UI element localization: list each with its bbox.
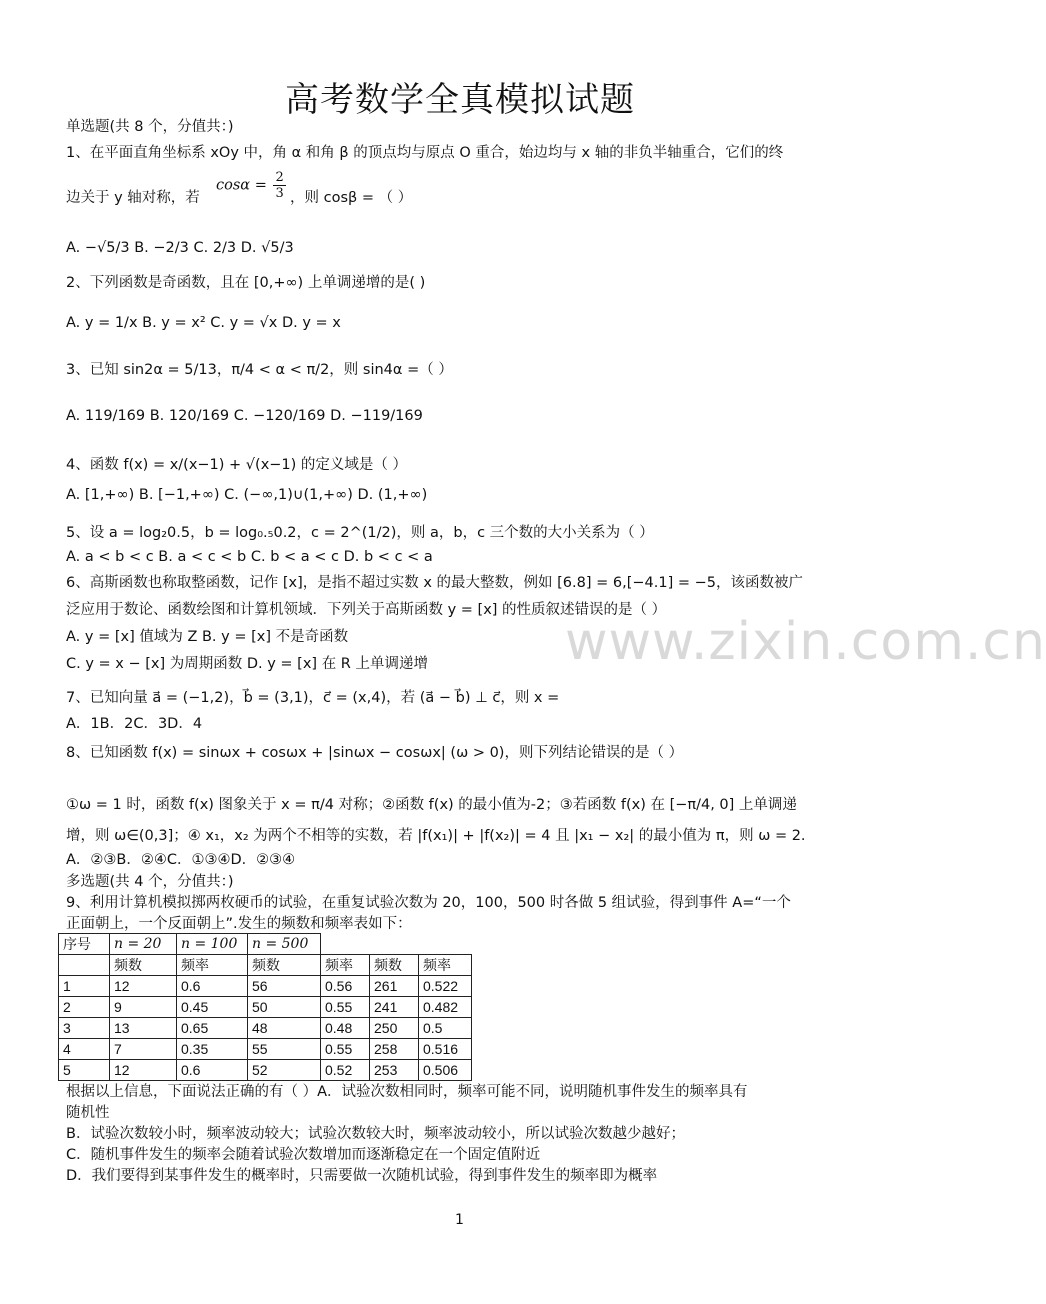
table-cell: 0.5: [419, 1018, 472, 1039]
table-cell: 2: [59, 997, 110, 1018]
table-subheader-cell: 频率: [419, 955, 472, 976]
q1-line1: 1、在平面直角坐标系 xOy 中，角 α 和角 β 的顶点均与原点 O 重合，始边均与 x 轴的非负半轴重合，它们的终: [66, 145, 784, 161]
q7-stem: 7、已知向量 a⃗ = (−1,2)，b⃗ = (3,1)，c⃗ = (x,4)，若 (a⃗ − b⃗) ⊥ c⃗，则 x =: [66, 690, 560, 706]
q6-options-cd: C. y = x − [x] 为周期函数 D. y = [x] 在 R 上单调递增: [66, 656, 428, 672]
q6-line1: 6、高斯函数也称取整函数，记作 [x]，是指不超过实数 x 的最大整数，例如 [6.8] = 6,[−4.1] = −5，该函数被广: [66, 575, 803, 591]
table-cell: 12: [110, 976, 177, 997]
table-header-cell: n = 20: [110, 934, 177, 955]
q9-option-d: D．我们要得到某事件发生的概率时，只需要做一次随机试验，得到事件发生的频率即为概率: [66, 1168, 658, 1184]
table-subheader-cell: 频数: [248, 955, 321, 976]
table-cell: 0.52: [321, 1060, 370, 1081]
table-cell: 3: [59, 1018, 110, 1039]
table-cell: 261: [370, 976, 419, 997]
q5-stem: 5、设 a = log₂0.5，b = log₀.₅0.2，c = 2^(1/2)，则 a，b，c 三个数的大小关系为（ ）: [66, 525, 654, 541]
q1-condition: [216, 170, 288, 201]
q9-option-c: C．随机事件发生的频率会随着试验次数增加而逐渐稳定在一个固定值附近: [66, 1147, 541, 1163]
table-cell: 4: [59, 1039, 110, 1060]
q9-after-line2: 随机性: [66, 1105, 110, 1121]
table-header-cell: n = 100: [177, 934, 248, 955]
table-cell: 55: [248, 1039, 321, 1060]
q1-line2a: 边关于 y 轴对称，若: [66, 190, 200, 206]
table-cell: 12: [110, 1060, 177, 1081]
table-cell: 5: [59, 1060, 110, 1081]
table-cell: 241: [370, 997, 419, 1018]
q2-options: A. y = 1/x B. y = x² C. y = √x D. y = x: [66, 315, 341, 331]
table-cell: 0.65: [177, 1018, 248, 1039]
table-row: [59, 1060, 472, 1081]
table-cell: 0.45: [177, 997, 248, 1018]
q7-options: A．1B．2C．3D．4: [66, 716, 203, 732]
q8-line3: 增，则 ω∈(0,3]；④ x₁，x₂ 为两个不相等的实数，若 |f(x₁)| + |f(x₂)| = 4 且 |x₁ − x₂| 的最小值为 π，则 ω = 2.: [66, 828, 806, 844]
page-title: 高考数学全真模拟试题: [285, 80, 635, 120]
q8-options: A．②③B．②④C．①③④D．②③④: [66, 852, 296, 868]
q4-stem: 4、函数 f(x) = x/(x−1) + √(x−1) 的定义域是（ ）: [66, 457, 408, 473]
q8-stem: 8、已知函数 f(x) = sinωx + cosωx + |sinωx − cosωx| (ω > 0)，则下列结论错误的是（ ）: [66, 745, 684, 761]
section-single-choice: 单选题(共 8 个，分值共：): [66, 119, 234, 135]
table-cell: 9: [110, 997, 177, 1018]
table-cell: 0.6: [177, 1060, 248, 1081]
q1-line2b: ，则 cosβ = （ ）: [290, 190, 413, 206]
table-cell: 0.506: [419, 1060, 472, 1081]
table-row: [59, 1039, 472, 1060]
table-cell: 250: [370, 1018, 419, 1039]
table-cell: 0.6: [177, 976, 248, 997]
table-cell: 1: [59, 976, 110, 997]
table-cell: 258: [370, 1039, 419, 1060]
table-subheader-cell: 频数: [370, 955, 419, 976]
table-cell: 7: [110, 1039, 177, 1060]
table-cell: [59, 955, 110, 976]
page-number: 1: [455, 1212, 464, 1228]
table-row: [59, 997, 472, 1018]
table-subheader-row: [59, 955, 472, 976]
table-cell: 13: [110, 1018, 177, 1039]
frequency-table: [58, 933, 472, 1081]
q3-options: A. 119/169 B. 120/169 C. −120/169 D. −119/169: [66, 408, 423, 424]
table-row: [59, 1018, 472, 1039]
table-header-cell: n = 500: [248, 934, 321, 955]
table-cell: 56: [248, 976, 321, 997]
q8-line2: ①ω = 1 时，函数 f(x) 图象关于 x = π/4 对称；②函数 f(x) 的最小值为-2；③若函数 f(x) 在 [−π/4, 0] 上单调递: [66, 797, 797, 813]
q2-stem: 2、下列函数是奇函数，且在 [0,+∞) 上单调递增的是( ): [66, 275, 426, 291]
table-cell: 48: [248, 1018, 321, 1039]
q6-options-ab: A. y = [x] 值域为 Z B. y = [x] 不是奇函数: [66, 629, 349, 645]
table-cell: 52: [248, 1060, 321, 1081]
table-cell: 0.48: [321, 1018, 370, 1039]
table-cell: 50: [248, 997, 321, 1018]
table-cell: 0.35: [177, 1039, 248, 1060]
table-cell: 0.516: [419, 1039, 472, 1060]
table-subheader-cell: 频率: [177, 955, 248, 976]
watermark: www.zixin.com.cn: [565, 612, 1046, 672]
q9-option-b: B．试验次数较小时，频率波动较大；试验次数较大时，频率波动较小，所以试验次数越少越好；: [66, 1126, 685, 1142]
section-multi-choice: 多选题(共 4 个，分值共：): [66, 874, 234, 890]
q5-options: A. a < b < c B. a < c < b C. b < a < c D. b < c < a: [66, 549, 433, 565]
table-subheader-cell: 频率: [321, 955, 370, 976]
table-row: [59, 976, 472, 997]
q3-stem: 3、已知 sin2α = 5/13，π/4 < α < π/2，则 sin4α =（ ）: [66, 362, 453, 378]
q9-after-line1: 根据以上信息，下面说法正确的有（ ）A．试验次数相同时，频率可能不同，说明随机事件发生的频率具有: [66, 1084, 748, 1100]
q6-line2: 泛应用于数论、函数绘图和计算机领域．下列关于高斯函数 y = [x] 的性质叙述错误的是（ ）: [66, 602, 667, 618]
table-cell: 0.55: [321, 1039, 370, 1060]
table-subheader-cell: 频数: [110, 955, 177, 976]
q4-options: A. [1,+∞) B. [−1,+∞) C. (−∞,1)∪(1,+∞) D. (1,+∞): [66, 487, 428, 503]
q1-options: A. −√5/3 B. −2/3 C. 2/3 D. √5/3: [66, 240, 294, 256]
table-header-row: [59, 934, 472, 955]
table-header-cell: 序号: [59, 934, 110, 955]
q9-line1: 9、利用计算机模拟掷两枚硬币的试验，在重复试验次数为 20，100，500 时各做 5 组试验，得到事件 A=“一个: [66, 895, 791, 911]
table-cell: 0.56: [321, 976, 370, 997]
table-cell: 0.55: [321, 997, 370, 1018]
table-cell: 0.482: [419, 997, 472, 1018]
q1-fraction: $\frac{2}{3}$: [275, 170, 284, 201]
table-cell: 253: [370, 1060, 419, 1081]
q9-line2: 正面朝上，一个反面朝上”.发生的频数和频率表如下：: [66, 916, 412, 932]
table-cell: 0.522: [419, 976, 472, 997]
q1-cos-label: cosα =: [216, 177, 267, 194]
